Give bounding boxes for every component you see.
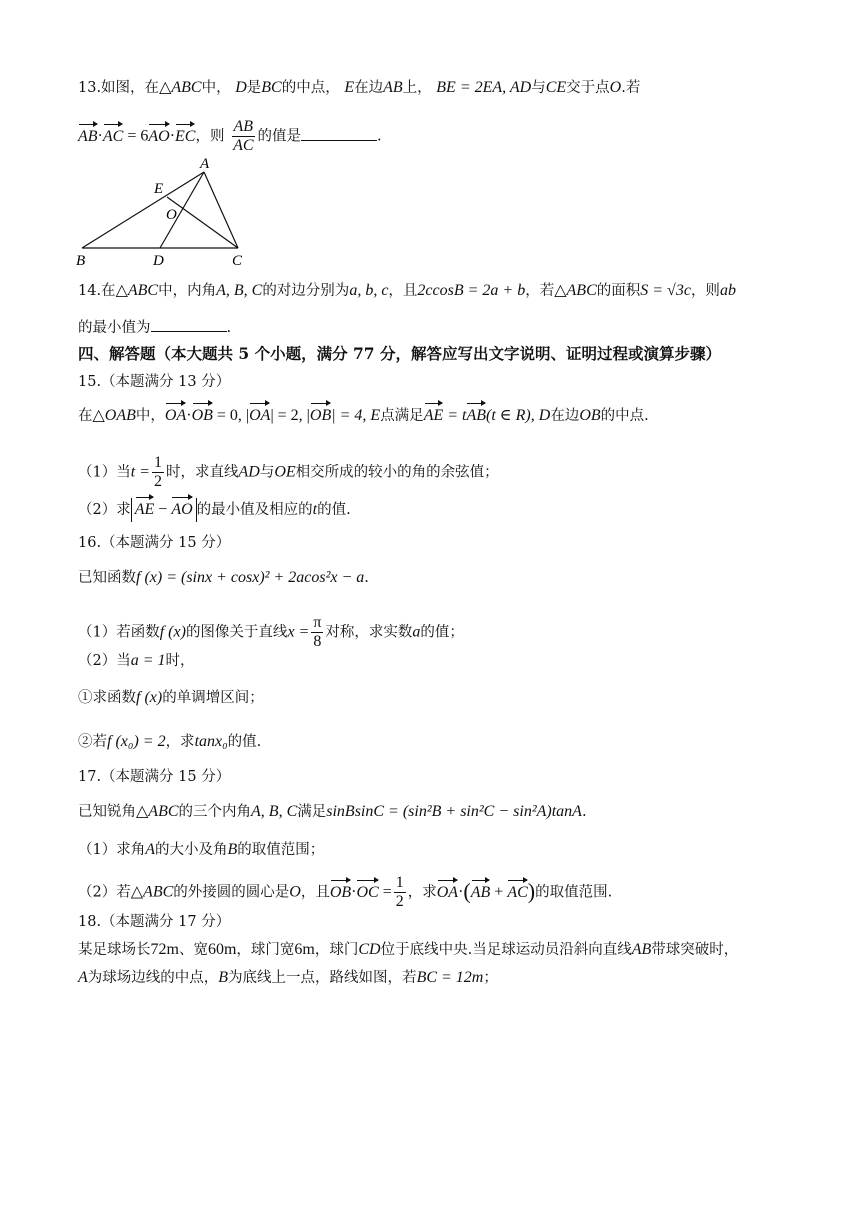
- q13-line2: AB·AC = 6AO·EC，则 $\frac{AB}{AC}$ 的值是 .: [78, 118, 382, 154]
- q16-line1: 已知函数f (x) = (sinx + cosx)² + 2acos²x − a.: [78, 569, 369, 586]
- q15-part2: （2）求 AE − AO 的最小值及相应的t的值.: [78, 498, 351, 522]
- label-c: C: [232, 253, 243, 268]
- fraction-ab-ac: $\frac{AB}{AC}$: [233, 118, 254, 154]
- triangle-abc: △ABC: [159, 79, 202, 96]
- q15-line1: 在△OAB中，OA·OB = 0, |OA| = 2, |OB| = 4, E点满足AE = tAB(t ∈ R), D在边OB的中点.: [78, 407, 649, 424]
- q14-line2: 的最小值为 .: [78, 317, 231, 338]
- q17-part1: （1）求角A的大小及角B的取值范围；: [78, 841, 325, 858]
- vector-ao: AO: [148, 127, 170, 145]
- q13-line1: 13.如图，在△ABC中， D是BC的中点， E在边AB上， BE = 2EA, AD与CE交于点O.若: [78, 79, 641, 96]
- q16-header: 16.（本题满分 15 分）: [78, 535, 231, 551]
- triangle-figure: [72, 150, 252, 268]
- answer-blank: [151, 317, 227, 332]
- q16-sub1: ①求函数f (x)的单调增区间；: [78, 689, 264, 706]
- q15-part1: （1）当t = $\frac{1}{2}$ 时，求直线AD与OE相交所成的较小的角的余弦值；: [78, 454, 499, 490]
- section-heading: 四、解答题（本大题共 5 个小题，满分 77 分，解答应写出文字说明、证明过程或演算步骤）: [78, 344, 721, 363]
- q14-line1: 14.在△ABC中，内角A, B, C的对边分别为a, b, c，且2ccosB = 2a + b，若△ABC的面积S = √3c，则ab: [78, 282, 736, 299]
- q16-part1: （1）若函数f (x)的图像关于直线x = $\frac{\pi}{8}$ 对称，求实数a的值；: [78, 614, 464, 650]
- q18-line2: A为球场边线的中点，B为底线上一点，路线如图，若BC = 12m；: [78, 969, 498, 986]
- q15-header: 15.（本题满分 13 分）: [78, 374, 231, 390]
- label-a: A: [200, 156, 210, 172]
- q17-header: 17.（本题满分 15 分）: [78, 769, 231, 785]
- vector-ac: AC: [102, 127, 124, 145]
- q18-line1: 某足球场长72m、宽60m，球门宽6m，球门CD位于底线中央.当足球运动员沿斜向直线AB带球突破时，: [78, 941, 739, 958]
- answer-blank: [301, 126, 377, 141]
- label-d: D: [153, 253, 164, 268]
- q17-part2: （2）若△ABC的外接圆的圆心是O，且OB·OC = $\frac{1}{2}$ ，求OA·(AB + AC)的取值范围.: [78, 874, 613, 910]
- label-e: E: [154, 181, 164, 197]
- q16-sub2: ②若f (x₀) = 2，求tanx₀的值.: [78, 733, 262, 750]
- label-b: B: [76, 253, 86, 268]
- label-o: O: [166, 207, 177, 223]
- q18-header: 18.（本题满分 17 分）: [78, 914, 231, 930]
- q17-line1: 已知锐角△ABC的三个内角A, B, C满足sinBsinC = (sin²B + sin²C − sin²A)tanA.: [78, 803, 587, 820]
- vector-ab: AB: [78, 127, 98, 145]
- q16-part2: （2）当a = 1时，: [78, 652, 195, 669]
- vector-ec: EC: [175, 127, 196, 145]
